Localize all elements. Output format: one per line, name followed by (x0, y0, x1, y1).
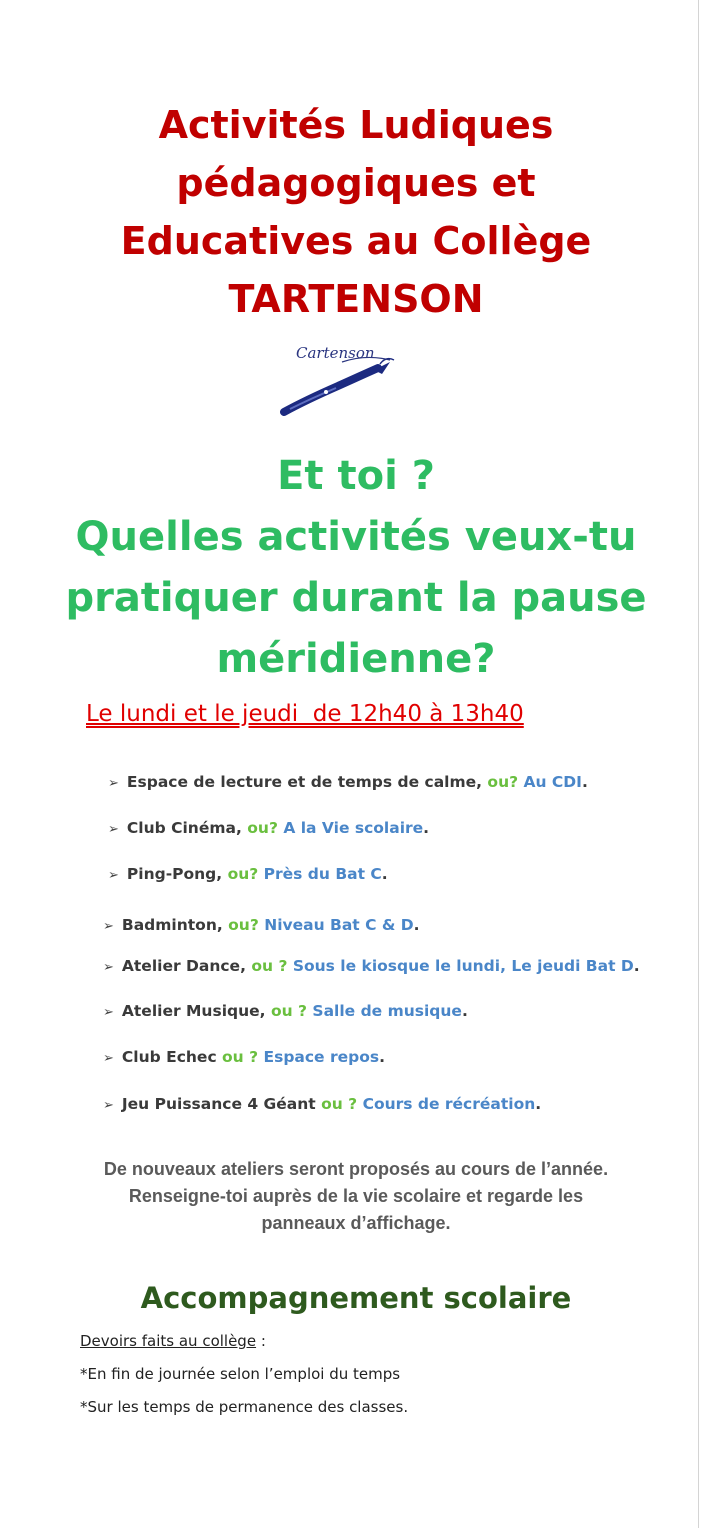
question-heading (0, 446, 712, 690)
arrow-bullet-icon: ➢ (108, 868, 119, 883)
activity-name: Jeu Puissance 4 Géant (121, 1095, 322, 1113)
activity-ou: ou ? (251, 957, 288, 975)
question-line-3: pratiquer durant la pause (65, 575, 647, 621)
activity-item (103, 1094, 541, 1116)
activity-place: Sous le kiosque le lundi, Le jeudi Bat D (287, 957, 634, 975)
activity-end: . (633, 957, 640, 975)
info-line-2: Renseigne-toi auprès de la vie scolaire et regarde les (128, 1186, 584, 1206)
title-line-1: Activités Ludiques (158, 103, 554, 147)
activity-item (103, 1001, 468, 1023)
title-line-2: pédagogiques et (176, 161, 536, 205)
activity-place: Au CDI (518, 773, 582, 791)
activity-name: Club Echec (121, 1048, 223, 1066)
activity-name: Atelier Dance, (121, 957, 252, 975)
activity-place: Près du Bat C (258, 865, 382, 883)
question-line-4: méridienne? (216, 636, 496, 682)
activity-name: Ping-Pong, (126, 865, 228, 883)
homework-item: *En fin de journée selon l’emploi du temps (80, 1365, 401, 1383)
support-section-title: Accompagnement scolaire (140, 1281, 572, 1315)
arrow-bullet-icon: ➢ (103, 1005, 114, 1020)
activity-end: . (379, 1048, 385, 1066)
arrow-bullet-icon: ➢ (108, 822, 119, 837)
activity-place: A la Vie scolaire (277, 819, 424, 837)
activity-place: Salle de musique (307, 1002, 462, 1020)
title-line-3: Educatives au Collège (120, 219, 592, 263)
arrow-bullet-icon: ➢ (103, 1098, 114, 1113)
page-title (0, 96, 712, 328)
activity-ou: ou? (227, 865, 259, 883)
activity-item (103, 956, 640, 978)
activity-item (108, 864, 388, 886)
activity-end: . (461, 1002, 468, 1020)
activity-name: Club Cinéma, (126, 819, 248, 837)
activity-end: . (581, 773, 588, 791)
activity-ou: ou? (487, 773, 519, 791)
logo-lettering: Cartenson (296, 344, 375, 362)
college-logo (276, 334, 398, 418)
activity-end: . (535, 1095, 542, 1113)
activity-ou: ou ? (270, 1002, 308, 1020)
activity-ou: ou ? (222, 1048, 259, 1066)
question-line-2: Quelles activités veux-tu (75, 514, 637, 560)
activity-item (103, 1047, 385, 1069)
activity-ou: ou? (247, 819, 278, 837)
activity-ou: ou? (228, 916, 259, 934)
activity-end: . (381, 865, 388, 883)
activity-end: . (423, 819, 430, 837)
activity-item (108, 818, 429, 840)
homework-item: *Sur les temps de permanence des classes. (80, 1398, 409, 1416)
activity-place: Espace repos (258, 1048, 380, 1066)
arrow-bullet-icon: ➢ (103, 960, 114, 975)
activity-place: Cours de récréation (357, 1095, 536, 1113)
arrow-bullet-icon: ➢ (103, 1051, 114, 1066)
activity-name: Atelier Musique, (121, 1002, 271, 1020)
activity-item (108, 772, 588, 794)
info-line-1: De nouveaux ateliers seront proposés au cours de l’année. (103, 1159, 609, 1179)
arrow-bullet-icon: ➢ (108, 776, 119, 791)
homework-label-text: Devoirs faits au collège (80, 1332, 257, 1350)
homework-label (80, 1330, 266, 1352)
info-paragraph (0, 1156, 712, 1237)
activity-name: Badminton, (121, 916, 229, 934)
homework-label-suffix: : (256, 1332, 266, 1350)
activity-name: Espace de lecture et de temps de calme, (126, 773, 488, 791)
activity-end: . (413, 916, 420, 934)
info-line-3: panneaux d’affichage. (261, 1213, 451, 1233)
schedule-text: Le lundi et le jeudi de 12h40 à 13h40 (86, 701, 524, 727)
activity-ou: ou ? (321, 1095, 358, 1113)
question-line-1: Et toi ? (277, 453, 435, 499)
title-line-4: TARTENSON (228, 277, 484, 321)
pen-logo-icon (276, 334, 398, 418)
activity-item (103, 915, 420, 937)
activity-place: Niveau Bat C & D (258, 916, 414, 934)
arrow-bullet-icon: ➢ (103, 919, 114, 934)
